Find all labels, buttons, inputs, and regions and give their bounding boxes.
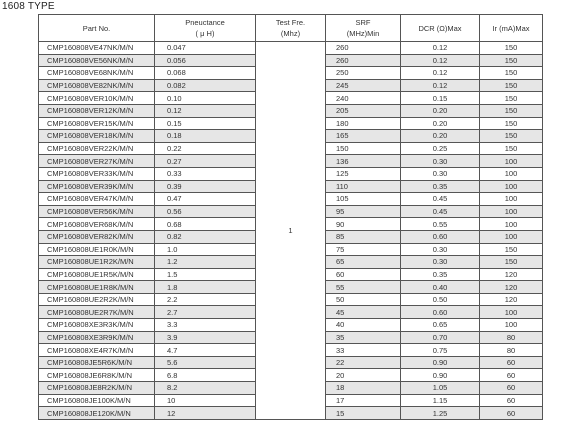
header-inductance: Pneuctance ( μ H) bbox=[155, 15, 256, 42]
ir-cell: 150 bbox=[480, 67, 543, 80]
dcr-cell: 0.45 bbox=[401, 205, 480, 218]
ir-cell: 100 bbox=[480, 180, 543, 193]
table-header-row bbox=[39, 15, 543, 42]
ir-cell: 120 bbox=[480, 268, 543, 281]
ir-cell: 60 bbox=[480, 394, 543, 407]
dcr-cell: 0.70 bbox=[401, 331, 480, 344]
inductance-cell: 8.2 bbox=[155, 382, 256, 395]
srf-cell: 105 bbox=[326, 193, 401, 206]
part-number-cell: CMP160808VER68K/M/N bbox=[39, 218, 155, 231]
part-number-cell: CMP160808VE56NK/M/N bbox=[39, 54, 155, 67]
inductance-cell: 0.68 bbox=[155, 218, 256, 231]
dcr-cell: 0.90 bbox=[401, 356, 480, 369]
dcr-cell: 0.75 bbox=[401, 344, 480, 357]
dcr-cell: 0.55 bbox=[401, 218, 480, 231]
dcr-cell: 0.40 bbox=[401, 281, 480, 294]
ir-cell: 120 bbox=[480, 281, 543, 294]
ir-cell: 150 bbox=[480, 256, 543, 269]
ir-cell: 150 bbox=[480, 104, 543, 117]
dcr-cell: 0.12 bbox=[401, 42, 480, 55]
header-test-frequency: Test Fre. (Mhz) bbox=[256, 15, 326, 42]
ir-cell: 100 bbox=[480, 306, 543, 319]
srf-cell: 125 bbox=[326, 167, 401, 180]
ir-cell: 150 bbox=[480, 79, 543, 92]
dcr-cell: 0.35 bbox=[401, 268, 480, 281]
dcr-cell: 0.30 bbox=[401, 155, 480, 168]
part-number-cell: CMP160808VER39K/M/N bbox=[39, 180, 155, 193]
dcr-cell: 0.20 bbox=[401, 104, 480, 117]
part-number-cell: CMP160808JE5R6K/M/N bbox=[39, 356, 155, 369]
ir-cell: 150 bbox=[480, 92, 543, 105]
part-number-cell: CMP160808VER56K/M/N bbox=[39, 205, 155, 218]
inductance-cell: 0.15 bbox=[155, 117, 256, 130]
srf-cell: 260 bbox=[326, 42, 401, 55]
inductance-cell: 4.7 bbox=[155, 344, 256, 357]
srf-cell: 50 bbox=[326, 293, 401, 306]
dcr-cell: 1.25 bbox=[401, 407, 480, 420]
inductance-cell: 3.9 bbox=[155, 331, 256, 344]
ir-cell: 60 bbox=[480, 369, 543, 382]
inductance-cell: 0.27 bbox=[155, 155, 256, 168]
srf-cell: 18 bbox=[326, 382, 401, 395]
srf-cell: 22 bbox=[326, 356, 401, 369]
part-number-cell: CMP160808VER33K/M/N bbox=[39, 167, 155, 180]
ir-cell: 100 bbox=[480, 155, 543, 168]
inductance-cell: 2.7 bbox=[155, 306, 256, 319]
srf-cell: 250 bbox=[326, 67, 401, 80]
dcr-cell: 0.35 bbox=[401, 180, 480, 193]
inductance-cell: 1.0 bbox=[155, 243, 256, 256]
inductance-cell: 6.8 bbox=[155, 369, 256, 382]
inductance-cell: 0.22 bbox=[155, 142, 256, 155]
header-ir: Ir (mA)Max bbox=[480, 15, 543, 42]
ir-cell: 100 bbox=[480, 218, 543, 231]
inductance-cell: 0.39 bbox=[155, 180, 256, 193]
part-number-cell: CMP160808VER47K/M/N bbox=[39, 193, 155, 206]
inductance-cell: 0.082 bbox=[155, 79, 256, 92]
inductance-cell: 0.33 bbox=[155, 167, 256, 180]
dcr-cell: 0.20 bbox=[401, 117, 480, 130]
ir-cell: 150 bbox=[480, 243, 543, 256]
srf-cell: 95 bbox=[326, 205, 401, 218]
srf-cell: 90 bbox=[326, 218, 401, 231]
test-frequency-cell: 1 bbox=[256, 42, 326, 420]
dcr-cell: 0.60 bbox=[401, 306, 480, 319]
dcr-cell: 0.12 bbox=[401, 67, 480, 80]
srf-cell: 245 bbox=[326, 79, 401, 92]
part-number-cell: CMP160808VE82NK/M/N bbox=[39, 79, 155, 92]
part-number-cell: CMP160808VER12K/M/N bbox=[39, 104, 155, 117]
srf-cell: 40 bbox=[326, 319, 401, 332]
dcr-cell: 0.65 bbox=[401, 319, 480, 332]
srf-cell: 33 bbox=[326, 344, 401, 357]
dcr-cell: 1.15 bbox=[401, 394, 480, 407]
ir-cell: 150 bbox=[480, 54, 543, 67]
part-number-cell: CMP160808JE8R2K/M/N bbox=[39, 382, 155, 395]
ir-cell: 150 bbox=[480, 130, 543, 143]
srf-cell: 15 bbox=[326, 407, 401, 420]
inductance-cell: 0.10 bbox=[155, 92, 256, 105]
part-number-cell: CMP160808UE1R0K/M/N bbox=[39, 243, 155, 256]
inductance-cell: 2.2 bbox=[155, 293, 256, 306]
dcr-cell: 0.20 bbox=[401, 130, 480, 143]
srf-cell: 240 bbox=[326, 92, 401, 105]
dcr-cell: 0.30 bbox=[401, 243, 480, 256]
inductance-cell: 5.6 bbox=[155, 356, 256, 369]
ir-cell: 100 bbox=[480, 230, 543, 243]
dcr-cell: 0.50 bbox=[401, 293, 480, 306]
srf-cell: 20 bbox=[326, 369, 401, 382]
part-number-cell: CMP160808VER22K/M/N bbox=[39, 142, 155, 155]
inductance-cell: 0.18 bbox=[155, 130, 256, 143]
ir-cell: 100 bbox=[480, 319, 543, 332]
dcr-cell: 0.12 bbox=[401, 79, 480, 92]
part-number-cell: CMP160808UE1R2K/M/N bbox=[39, 256, 155, 269]
inductance-cell: 0.56 bbox=[155, 205, 256, 218]
ir-cell: 120 bbox=[480, 293, 543, 306]
ir-cell: 60 bbox=[480, 407, 543, 420]
ir-cell: 60 bbox=[480, 382, 543, 395]
dcr-cell: 0.30 bbox=[401, 256, 480, 269]
inductance-cell: 0.82 bbox=[155, 230, 256, 243]
part-number-cell: CMP160808VER18K/M/N bbox=[39, 130, 155, 143]
srf-cell: 35 bbox=[326, 331, 401, 344]
ir-cell: 80 bbox=[480, 344, 543, 357]
inductor-spec-table bbox=[38, 14, 543, 420]
part-number-cell: CMP160808VER82K/M/N bbox=[39, 230, 155, 243]
part-number-cell: CMP160808UE2R2K/M/N bbox=[39, 293, 155, 306]
ir-cell: 100 bbox=[480, 167, 543, 180]
page-title: 1608 TYPE bbox=[2, 1, 55, 12]
dcr-cell: 0.90 bbox=[401, 369, 480, 382]
part-number-cell: CMP160808XE3R9K/M/N bbox=[39, 331, 155, 344]
dcr-cell: 0.30 bbox=[401, 167, 480, 180]
srf-cell: 180 bbox=[326, 117, 401, 130]
inductance-cell: 3.3 bbox=[155, 319, 256, 332]
dcr-cell: 0.12 bbox=[401, 54, 480, 67]
inductance-cell: 0.068 bbox=[155, 67, 256, 80]
part-number-cell: CMP160808JE120K/M/N bbox=[39, 407, 155, 420]
srf-cell: 165 bbox=[326, 130, 401, 143]
dcr-cell: 0.15 bbox=[401, 92, 480, 105]
header-part-no: Part No. bbox=[39, 15, 155, 42]
part-number-cell: CMP160808UE2R7K/M/N bbox=[39, 306, 155, 319]
header-dcr: DCR (Ω)Max bbox=[401, 15, 480, 42]
dcr-cell: 1.05 bbox=[401, 382, 480, 395]
srf-cell: 150 bbox=[326, 142, 401, 155]
srf-cell: 136 bbox=[326, 155, 401, 168]
part-number-cell: CMP160808XE4R7K/M/N bbox=[39, 344, 155, 357]
ir-cell: 150 bbox=[480, 142, 543, 155]
part-number-cell: CMP160808VER10K/M/N bbox=[39, 92, 155, 105]
srf-cell: 110 bbox=[326, 180, 401, 193]
inductance-cell: 12 bbox=[155, 407, 256, 420]
inductance-cell: 1.2 bbox=[155, 256, 256, 269]
part-number-cell: CMP160808JE6R8K/M/N bbox=[39, 369, 155, 382]
inductance-cell: 10 bbox=[155, 394, 256, 407]
part-number-cell: CMP160808UE1R5K/M/N bbox=[39, 268, 155, 281]
srf-cell: 55 bbox=[326, 281, 401, 294]
srf-cell: 205 bbox=[326, 104, 401, 117]
part-number-cell: CMP160808XE3R3K/M/N bbox=[39, 319, 155, 332]
inductance-cell: 0.056 bbox=[155, 54, 256, 67]
part-number-cell: CMP160808UE1R8K/M/N bbox=[39, 281, 155, 294]
inductance-cell: 1.5 bbox=[155, 268, 256, 281]
srf-cell: 260 bbox=[326, 54, 401, 67]
dcr-cell: 0.45 bbox=[401, 193, 480, 206]
ir-cell: 80 bbox=[480, 331, 543, 344]
inductance-cell: 0.12 bbox=[155, 104, 256, 117]
header-srf: SRF (MHz)Min bbox=[326, 15, 401, 42]
inductance-cell: 0.047 bbox=[155, 42, 256, 55]
part-number-cell: CMP160808VE47NK/M/N bbox=[39, 42, 155, 55]
inductance-cell: 1.8 bbox=[155, 281, 256, 294]
part-number-cell: CMP160808VER15K/M/N bbox=[39, 117, 155, 130]
srf-cell: 65 bbox=[326, 256, 401, 269]
part-number-cell: CMP160808JE100K/M/N bbox=[39, 394, 155, 407]
table-body bbox=[39, 42, 543, 420]
part-number-cell: CMP160808VE68NK/M/N bbox=[39, 67, 155, 80]
ir-cell: 100 bbox=[480, 193, 543, 206]
dcr-cell: 0.60 bbox=[401, 230, 480, 243]
srf-cell: 45 bbox=[326, 306, 401, 319]
ir-cell: 150 bbox=[480, 117, 543, 130]
inductance-cell: 0.47 bbox=[155, 193, 256, 206]
part-number-cell: CMP160808VER27K/M/N bbox=[39, 155, 155, 168]
srf-cell: 60 bbox=[326, 268, 401, 281]
ir-cell: 60 bbox=[480, 356, 543, 369]
ir-cell: 100 bbox=[480, 205, 543, 218]
srf-cell: 85 bbox=[326, 230, 401, 243]
dcr-cell: 0.25 bbox=[401, 142, 480, 155]
ir-cell: 150 bbox=[480, 42, 543, 55]
srf-cell: 17 bbox=[326, 394, 401, 407]
srf-cell: 75 bbox=[326, 243, 401, 256]
table-row bbox=[39, 42, 543, 55]
